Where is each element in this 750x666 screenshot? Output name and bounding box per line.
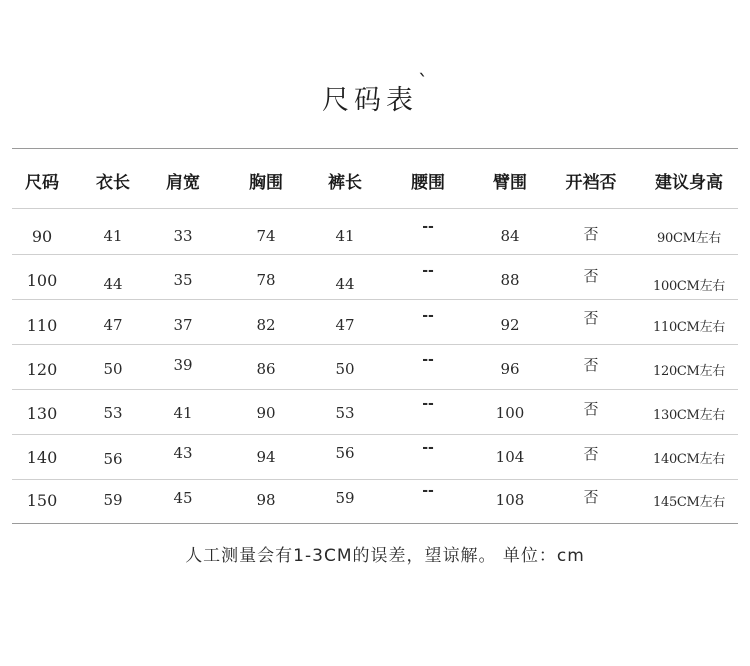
table-cell: 43 bbox=[173, 444, 193, 462]
table-cell: 39 bbox=[173, 356, 193, 374]
table-cell: 否 bbox=[583, 267, 599, 285]
column-header: 建议身高 bbox=[655, 173, 723, 193]
size-cell: 130 bbox=[26, 404, 58, 423]
table-cell: 否 bbox=[583, 309, 599, 327]
table-cell: 110CM左右 bbox=[653, 320, 725, 335]
table-cell: 90 bbox=[256, 404, 276, 422]
row-divider bbox=[12, 299, 738, 300]
table-cell: 44 bbox=[103, 275, 123, 293]
table-cell: 90CM左右 bbox=[657, 231, 721, 246]
table-bottom-border bbox=[12, 523, 738, 524]
row-divider bbox=[12, 254, 738, 255]
table-cell: 否 bbox=[583, 488, 599, 506]
table-cell: -- bbox=[422, 396, 434, 412]
table-cell: 50 bbox=[335, 360, 355, 378]
table-cell: 82 bbox=[256, 316, 276, 334]
row-divider bbox=[12, 389, 738, 390]
table-cell: 108 bbox=[495, 491, 525, 509]
table-cell: 44 bbox=[335, 275, 355, 293]
table-cell: 88 bbox=[500, 271, 520, 289]
table-cell: 140CM左右 bbox=[653, 452, 725, 467]
table-cell: 33 bbox=[173, 227, 193, 245]
column-header: 肩宽 bbox=[166, 173, 200, 193]
table-cell: 145CM左右 bbox=[653, 495, 725, 510]
title-text: 尺码表 bbox=[322, 85, 418, 116]
table-cell: 53 bbox=[103, 404, 123, 422]
table-cell: 104 bbox=[495, 448, 525, 466]
table-cell: -- bbox=[422, 440, 434, 456]
table-cell: 否 bbox=[583, 356, 599, 374]
table-cell: 96 bbox=[500, 360, 520, 378]
table-cell: 35 bbox=[173, 271, 193, 289]
table-cell: -- bbox=[422, 263, 434, 279]
table-cell: 41 bbox=[103, 227, 123, 245]
table-cell: -- bbox=[422, 352, 434, 368]
table-cell: 41 bbox=[173, 404, 193, 422]
column-header: 裤长 bbox=[328, 173, 362, 193]
row-divider bbox=[12, 344, 738, 345]
size-cell: 140 bbox=[26, 448, 58, 467]
table-cell: 120CM左右 bbox=[653, 364, 725, 379]
title-mark: ` bbox=[418, 70, 428, 94]
size-cell: 90 bbox=[31, 227, 53, 246]
table-cell: 100CM左右 bbox=[653, 279, 725, 294]
table-cell: 45 bbox=[173, 489, 193, 507]
table-cell: 94 bbox=[256, 448, 276, 466]
size-cell: 120 bbox=[26, 360, 58, 379]
measurement-note: 人工测量会有1-3CM的误差，望谅解。 单位：cm bbox=[185, 546, 585, 566]
row-divider bbox=[12, 434, 738, 435]
size-cell: 100 bbox=[26, 271, 58, 290]
table-cell: -- bbox=[422, 219, 434, 235]
table-cell: 78 bbox=[256, 271, 276, 289]
table-cell: -- bbox=[422, 308, 434, 324]
table-cell: 92 bbox=[500, 316, 520, 334]
table-cell: 74 bbox=[256, 227, 276, 245]
table-cell: 100 bbox=[495, 404, 525, 422]
table-top-border bbox=[12, 148, 738, 149]
table-cell: 59 bbox=[103, 491, 123, 509]
table-cell: 47 bbox=[335, 316, 355, 334]
table-cell: 130CM左右 bbox=[653, 408, 725, 423]
table-cell: 否 bbox=[583, 400, 599, 418]
column-header: 腰围 bbox=[411, 173, 445, 193]
size-cell: 110 bbox=[26, 316, 58, 335]
page-title bbox=[0, 70, 750, 117]
table-cell: 37 bbox=[173, 316, 193, 334]
size-cell: 150 bbox=[26, 491, 58, 510]
table-cell: 47 bbox=[103, 316, 123, 334]
table-cell: 56 bbox=[103, 450, 123, 468]
table-cell: 84 bbox=[500, 227, 520, 245]
table-cell: 53 bbox=[335, 404, 355, 422]
column-header: 尺码 bbox=[25, 173, 59, 193]
table-cell: 56 bbox=[335, 444, 355, 462]
table-cell: 否 bbox=[583, 225, 599, 243]
table-cell: 98 bbox=[256, 491, 276, 509]
table-cell: 50 bbox=[103, 360, 123, 378]
row-divider bbox=[12, 479, 738, 480]
table-cell: 86 bbox=[256, 360, 276, 378]
column-header: 衣长 bbox=[96, 173, 130, 193]
column-header: 臂围 bbox=[493, 173, 527, 193]
column-header: 胸围 bbox=[249, 173, 283, 193]
table-cell: -- bbox=[422, 483, 434, 499]
row-divider bbox=[12, 208, 738, 209]
table-cell: 41 bbox=[335, 227, 355, 245]
table-cell: 59 bbox=[335, 489, 355, 507]
table-cell: 否 bbox=[583, 445, 599, 463]
column-header: 开裆否 bbox=[565, 173, 617, 193]
